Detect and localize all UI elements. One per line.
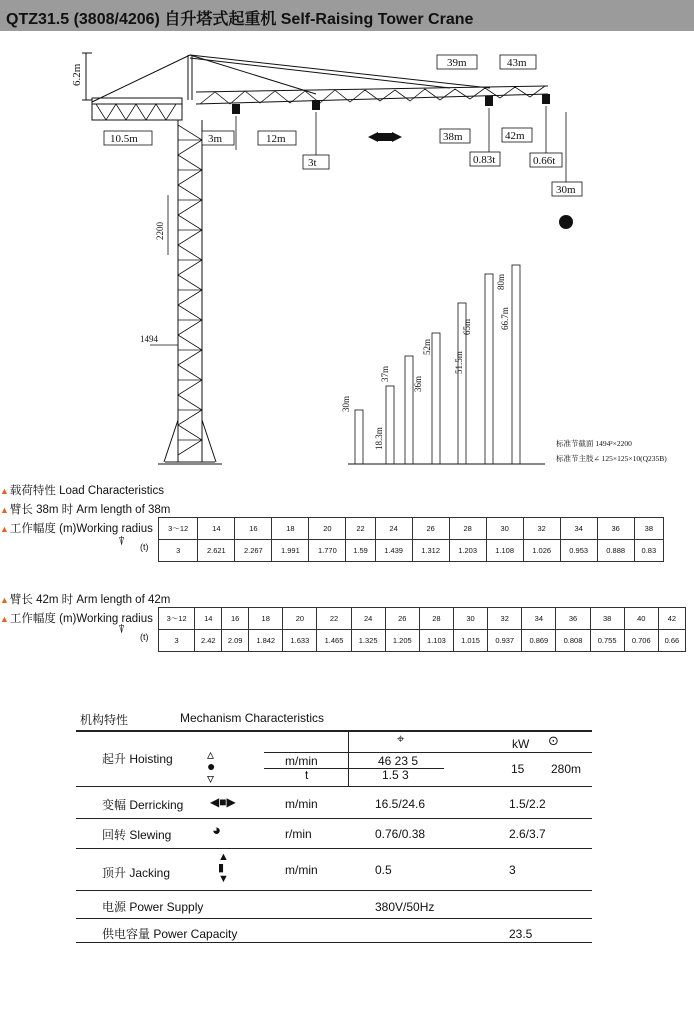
- load-0-66t: 0.66t: [533, 155, 556, 167]
- table-cell: 20: [283, 608, 317, 630]
- table-cell: 20: [309, 518, 346, 540]
- table-cell: 14: [195, 608, 222, 630]
- jack-unit: m/min: [285, 863, 318, 877]
- arm38-label: ▲臂长 38m 时 Arm length of 38m: [0, 504, 171, 516]
- height-36m: 36m: [413, 375, 423, 392]
- table-cell: 18: [272, 518, 309, 540]
- height-80m: 80m: [496, 273, 506, 290]
- table-cell: 16: [222, 608, 249, 630]
- table-cell: 16: [235, 518, 272, 540]
- table-cell: 1.203: [449, 540, 486, 562]
- hoisting-label: 起升 Hoisting: [102, 752, 173, 766]
- table-cell: 1.991: [272, 540, 309, 562]
- table-cell: 26: [385, 608, 419, 630]
- table-cell: 34: [522, 608, 556, 630]
- table-cell: 14: [198, 518, 235, 540]
- jack-speed: 0.5: [375, 863, 392, 877]
- jacking-label: 顶升 Jacking: [102, 866, 171, 880]
- dim-3m: 3m: [208, 133, 223, 145]
- dim-12m: 12m: [266, 133, 286, 145]
- table-cell: 36: [556, 608, 590, 630]
- table-cell: 1.205: [385, 630, 419, 652]
- table-cell: 1.108: [486, 540, 523, 562]
- radius-row: [159, 608, 686, 630]
- table-cell: 2.267: [235, 540, 272, 562]
- load-3t: 3t: [308, 157, 317, 169]
- table-cell: 22: [317, 608, 351, 630]
- dim-42m: 42m: [505, 130, 525, 142]
- load-row: [159, 540, 664, 562]
- slewing-label: 回转 Slewing: [102, 828, 172, 842]
- hoist-unit-t: t: [305, 768, 309, 782]
- table-cell: 0.953: [560, 540, 597, 562]
- hook-icon-38: ⍒: [118, 534, 126, 548]
- height-52m: 52m: [422, 338, 432, 355]
- load-table-42: [158, 607, 686, 652]
- table-cell: 3～12: [159, 608, 195, 630]
- dim-1494: 1494: [140, 334, 158, 344]
- dim-6-2m: 6.2m: [71, 63, 83, 86]
- table-cell: 30: [486, 518, 523, 540]
- table-cell: 0.937: [488, 630, 522, 652]
- table-cell: 26: [412, 518, 449, 540]
- table-cell: 1.325: [351, 630, 385, 652]
- table-cell: 36: [597, 518, 634, 540]
- hoist-unit-speed: m/min: [285, 754, 318, 768]
- crane-diagram: [0, 31, 694, 471]
- jack-icon: ▲ ▮ ▼: [218, 851, 229, 885]
- load-table-38: [158, 517, 664, 562]
- power-supply-value: 380V/50Hz: [375, 900, 435, 914]
- table-cell: 18: [249, 608, 283, 630]
- hook-icon-42: ⍒: [118, 622, 126, 636]
- power-capacity-label: 供电容量 Power Capacity: [102, 927, 238, 941]
- hoist-speed: 46 23 5: [378, 754, 419, 768]
- table-cell: 0.66: [658, 630, 685, 652]
- unit-t-38: (t): [140, 542, 149, 552]
- table-cell: 28: [419, 608, 453, 630]
- table-cell: 38: [634, 518, 663, 540]
- title-bar: [0, 0, 694, 31]
- radius-label-42: ▲工作幅度 (m)Working radius: [0, 613, 153, 625]
- table-cell: 1.633: [283, 630, 317, 652]
- rope-drum-icon: ⊙: [548, 733, 559, 748]
- table-cell: 2.42: [195, 630, 222, 652]
- height-65m: 65m: [462, 318, 472, 335]
- page-title: QTZ31.5 (3808/4206) 自升塔式起重机 Self-Raising Tower Crane: [6, 11, 474, 28]
- table-cell: 30: [454, 608, 488, 630]
- table-cell: 1.842: [249, 630, 283, 652]
- height-37m: 37m: [380, 365, 390, 382]
- table-cell: 28: [449, 518, 486, 540]
- table-cell: 40: [624, 608, 658, 630]
- height-18-3m: 18.3m: [374, 427, 384, 450]
- table-cell: 1.026: [523, 540, 560, 562]
- table-cell: 1.312: [412, 540, 449, 562]
- power-capacity-value: 23.5: [509, 927, 533, 941]
- table-cell: 1.59: [346, 540, 375, 562]
- table-cell: 2.621: [198, 540, 235, 562]
- table-cell: 0.83: [634, 540, 663, 562]
- height-66-7m: 66.7m: [500, 307, 510, 330]
- slew-icon: ◕: [212, 822, 222, 839]
- kw-label: kW: [512, 737, 530, 751]
- winch-icon: ⌖: [397, 731, 405, 746]
- dim-38m: 38m: [443, 131, 463, 143]
- table-cell: 38: [590, 608, 624, 630]
- table-cell: 32: [523, 518, 560, 540]
- slew-unit: r/min: [285, 827, 312, 841]
- dim-39m: 39m: [447, 57, 467, 69]
- arm42-label: ▲臂长 42m 时 Arm length of 42m: [0, 594, 171, 606]
- table-cell: 0.869: [522, 630, 556, 652]
- table-cell: 3: [159, 540, 198, 562]
- table-cell: 34: [560, 518, 597, 540]
- unit-t-42: (t): [140, 632, 149, 642]
- height-30m: 30m: [341, 395, 351, 412]
- height-51-5m: 51.5m: [454, 351, 464, 374]
- table-cell: 1.465: [317, 630, 351, 652]
- table-cell: 3～12: [159, 518, 198, 540]
- slew-speed: 0.76/0.38: [375, 827, 426, 841]
- table-cell: 1.015: [454, 630, 488, 652]
- load-heading: ▲载荷特性 Load Characteristics: [0, 485, 164, 497]
- mech-heading-cn: 机构特性: [80, 713, 129, 727]
- table-cell: 22: [346, 518, 375, 540]
- table-cell: 0.706: [624, 630, 658, 652]
- table-cell: 42: [658, 608, 685, 630]
- table-cell: 0.755: [590, 630, 624, 652]
- table-cell: 24: [375, 518, 412, 540]
- jack-kw: 3: [509, 863, 516, 877]
- derrick-unit: m/min: [285, 797, 318, 811]
- power-supply-label: 电源 Power Supply: [102, 900, 204, 914]
- load-0-83t: 0.83t: [473, 154, 496, 166]
- table-cell: 2.09: [222, 630, 249, 652]
- note-section: 标准节截面 1494²×2200: [556, 439, 632, 448]
- derrick-kw: 1.5/2.2: [509, 797, 546, 811]
- derrick-speed: 16.5/24.6: [375, 797, 426, 811]
- table-cell: 32: [488, 608, 522, 630]
- dim-30m: 30m: [556, 184, 576, 196]
- table-cell: 1.439: [375, 540, 412, 562]
- load-row: [159, 630, 686, 652]
- hoist-rope: 280m: [551, 762, 582, 776]
- mech-heading-en: Mechanism Characteristics: [180, 711, 325, 725]
- hoist-icon: ▵ ● ▿: [207, 746, 216, 786]
- table-cell: 3: [159, 630, 195, 652]
- table-cell: 1.770: [309, 540, 346, 562]
- slew-kw: 2.6/3.7: [509, 827, 546, 841]
- hoist-load: 1.5 3: [382, 768, 409, 782]
- table-cell: 24: [351, 608, 385, 630]
- table-cell: 0.808: [556, 630, 590, 652]
- radius-row: [159, 518, 664, 540]
- hoist-kw: 15: [511, 762, 525, 776]
- note-chord: 标准节主肢∠ 125×125×10(Q235B): [556, 454, 667, 463]
- table-cell: 0.888: [597, 540, 634, 562]
- radius-label-38: ▲工作幅度 (m)Working radius: [0, 523, 153, 535]
- dim-2200: 2200: [155, 222, 165, 240]
- derrick-arrow-icon: ◀■▶: [210, 795, 236, 809]
- dim-43m: 43m: [507, 57, 527, 69]
- table-cell: 1.103: [419, 630, 453, 652]
- dim-10-5m: 10.5m: [110, 133, 138, 145]
- derricking-label: 变幅 Derricking: [102, 798, 184, 812]
